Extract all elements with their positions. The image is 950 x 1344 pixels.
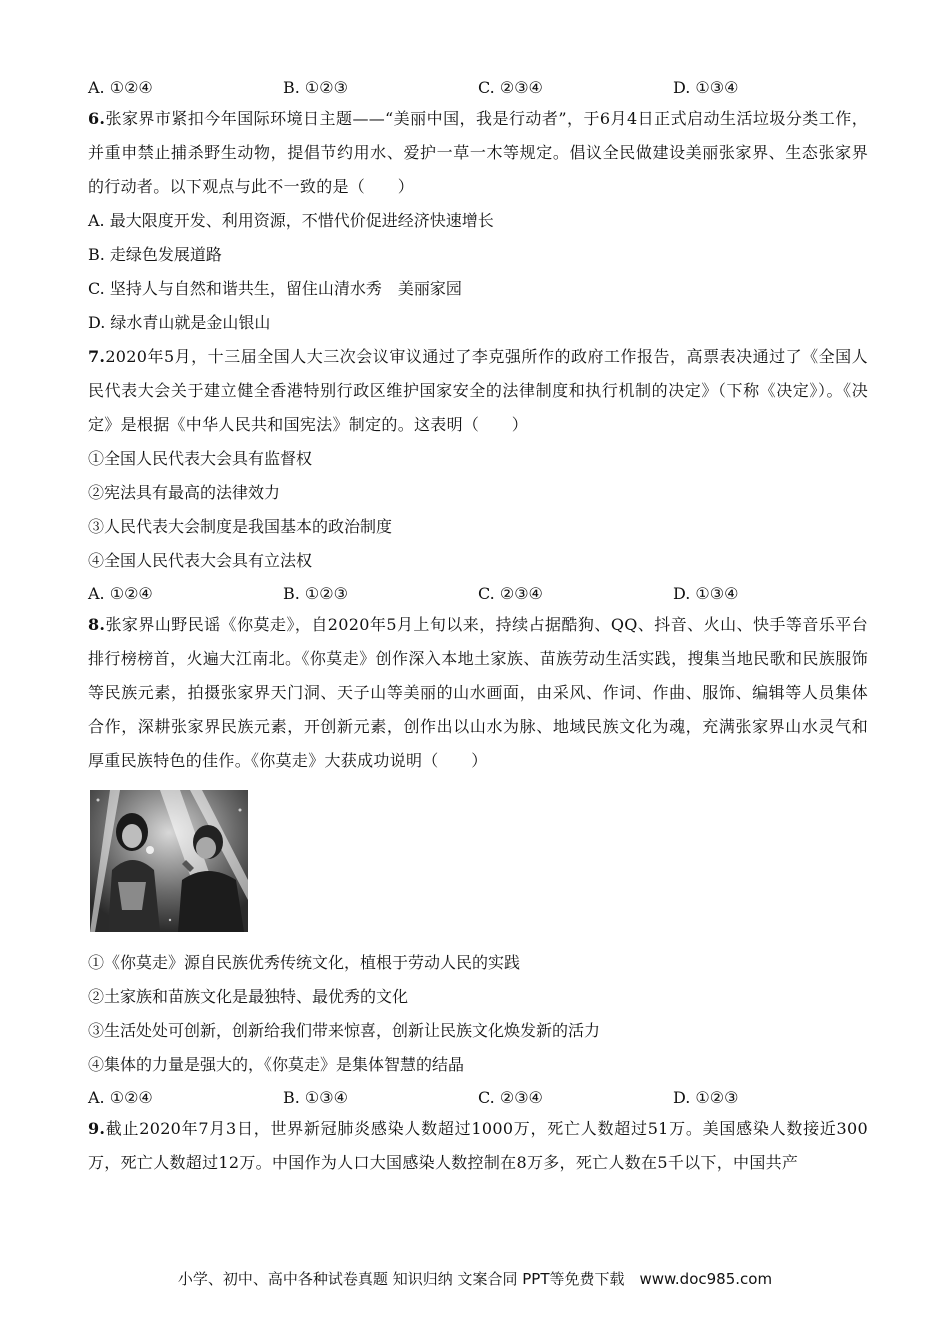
document-page: [88, 72, 868, 1180]
page-footer: 小学、初中、高中各种试卷真题 知识归纳 文案合同 PPT等免费下载 www.doc985.com: [177, 1270, 773, 1288]
option-a: A. ①②④: [88, 1087, 153, 1107]
question-number: 7.: [88, 347, 106, 366]
q8-options: [88, 1082, 868, 1112]
question-number: 9.: [88, 1119, 106, 1138]
q8-statement-2: ②土家族和苗族文化是最独特、最优秀的文化: [88, 987, 409, 1006]
option-a: A. ①②④: [88, 583, 153, 603]
option-b: B. ①②③: [283, 77, 348, 97]
q5-options: [88, 72, 868, 102]
q7-statement-1: ①全国人民代表大会具有监督权: [88, 449, 313, 468]
q8-statement-4: ④集体的力量是强大的，《你莫走》是集体智慧的结晶: [88, 1055, 465, 1074]
question-6: [88, 102, 868, 204]
q8-statement-1: ①《你莫走》源自民族优秀传统文化，植根于劳动人民的实践: [88, 953, 521, 972]
concert-photo: [90, 790, 248, 932]
q7-statement-4: ④全国人民代表大会具有立法权: [88, 551, 313, 570]
question-number: 6.: [88, 109, 106, 128]
option-d: D. ①③④: [673, 583, 739, 603]
question-7: [88, 340, 868, 442]
q6-option-a: A. 最大限度开发、利用资源，不惜代价促进经济快速增长: [88, 211, 494, 230]
question-number: 8.: [88, 615, 106, 634]
q8-statement-3: ③生活处处可创新，创新给我们带来惊喜，创新让民族文化焕发新的活力: [88, 1021, 601, 1040]
option-c: C. ②③④: [478, 583, 543, 603]
option-d: D. ①②③: [673, 1087, 739, 1107]
q6-option-c: C. 坚持人与自然和谐共生，留住山清水秀 美丽家园: [88, 279, 462, 298]
question-8: [88, 608, 868, 778]
option-a: A. ①②④: [88, 77, 153, 97]
option-c: C. ②③④: [478, 77, 543, 97]
q7-statement-2: ②宪法具有最高的法律效力: [88, 483, 281, 502]
q7-statement-3: ③人民代表大会制度是我国基本的政治制度: [88, 517, 393, 536]
q6-option-b: B. 走绿色发展道路: [88, 245, 222, 264]
question-9: [88, 1112, 868, 1180]
option-b: B. ①②③: [283, 583, 348, 603]
question-text: 张家界山野民谣《你莫走》，自2020年5月上旬以来，持续占据酷狗、QQ、抖音、火山、快手等音乐平台排行榜榜首，火遍大江南北。《你莫走》创作深入本地土家族、苗族劳动生活实践，搜集当地民歌和民族服饰等民族元素，拍摄张家界天门洞、天子山等美丽的山水画面，由采风、作词、作曲、服饰、编辑等人员集体合作，深耕张家界民族元素，开创新元素，创作出以山水为脉、地域民族文化为魂，充满张家界山水灵气和厚重民族特色的佳作。《你莫走》大获成功说明（ ）: [88, 615, 868, 770]
question-text: 截止2020年7月3日，世界新冠肺炎感染人数超过1000万，死亡人数超过51万。美国感染人数接近300万，死亡人数超过12万。中国作为人口大国感染人数控制在8万多，死亡人数在5千以下，中国共产: [88, 1119, 868, 1172]
question-text: 2020年5月，十三届全国人大三次会议审议通过了李克强所作的政府工作报告，高票表决通过了《全国人民代表大会关于建立健全香港特别行政区维护国家安全的法律制度和执行机制的决定》（下称《决定》）。《决定》是根据《中华人民共和国宪法》制定的。这表明（ ）: [88, 347, 868, 434]
question-text: 张家界市紧扣今年国际环境日主题——“美丽中国，我是行动者”，于6月4日正式启动生活垃圾分类工作，并重申禁止捕杀野生动物，提倡节约用水、爱护一草一木等规定。倡议全民做建设美丽张家界、生态张家界的行动者。以下观点与此不一致的是（ ）: [88, 109, 868, 196]
option-c: C. ②③④: [478, 1087, 543, 1107]
option-d: D. ①③④: [673, 77, 739, 97]
option-b: B. ①③④: [283, 1087, 348, 1107]
q7-options: [88, 578, 868, 608]
q6-option-d: D. 绿水青山就是金山银山: [88, 313, 271, 332]
